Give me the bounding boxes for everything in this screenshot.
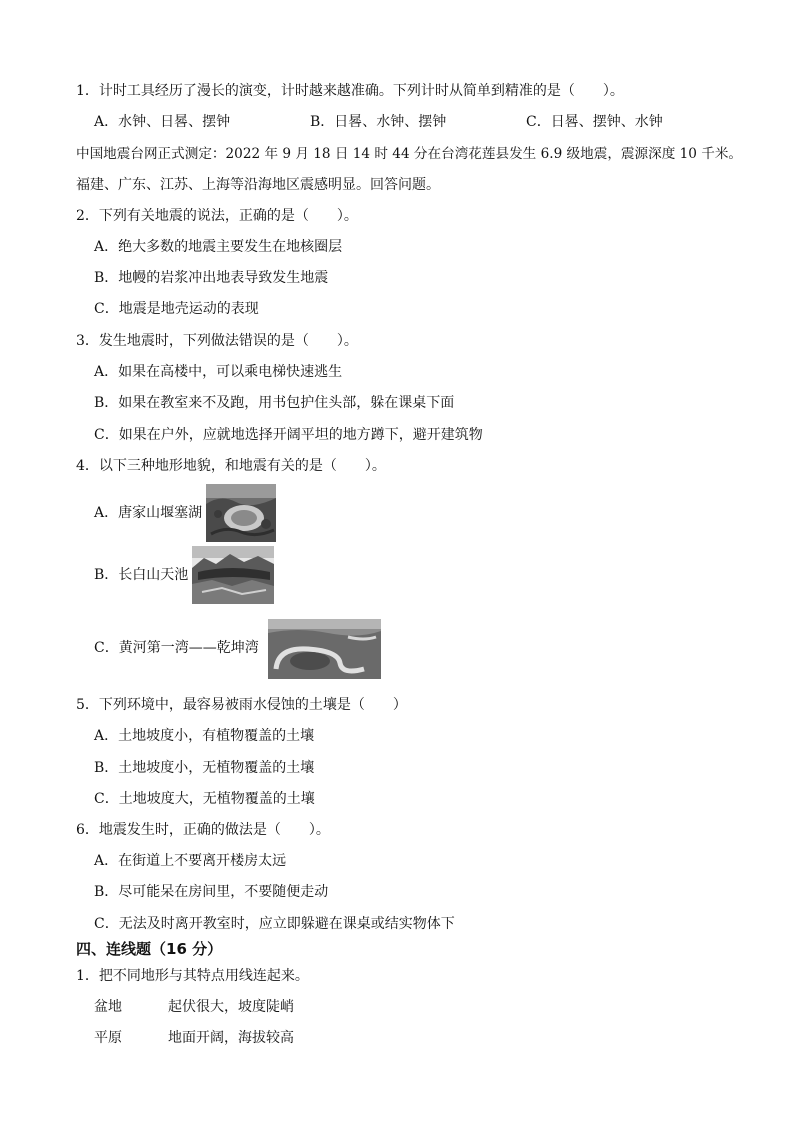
q6-option-c: C．无法及时离开教室时，应立即躲避在课桌或结实物体下 — [94, 916, 455, 932]
q2-option-b: B．地幔的岩浆冲出地表导致发生地震 — [94, 270, 329, 286]
q4-stem: 4．以下三种地形地貌，和地震有关的是（ ）。 — [76, 458, 386, 474]
q2-option-c: C．地震是地壳运动的表现 — [94, 301, 259, 317]
q1-option-a: A．水钟、日晷、摆钟 — [94, 114, 231, 130]
q3-stem: 3．发生地震时，下列做法错误的是（ ）。 — [76, 333, 358, 349]
passage-line-1: 中国地震台网正式测定：2022 年 9 月 18 日 14 时 44 分在台湾花莲县发生 6.9 级地震，震源深度 10 千米。 — [76, 146, 743, 162]
q5-option-c: C．土地坡度大，无植物覆盖的土壤 — [94, 791, 315, 807]
q4-option-c: C．黄河第一湾——乾坤湾 — [94, 640, 259, 656]
q3-option-b: B．如果在教室来不及跑，用书包护住头部，躲在课桌下面 — [94, 395, 455, 411]
match-term-1: 盆地 — [94, 999, 122, 1015]
q2-option-a: A．绝大多数的地震主要发生在地核圈层 — [94, 239, 343, 255]
section-4-q1-stem: 1．把不同地形与其特点用线连起来。 — [76, 968, 309, 984]
match-term-2: 平原 — [94, 1030, 122, 1046]
q6-stem: 6．地震发生时，正确的做法是（ ）。 — [76, 822, 330, 838]
q2-stem: 2．下列有关地震的说法，正确的是（ ）。 — [76, 208, 358, 224]
q3-option-a: A．如果在高楼中，可以乘电梯快速逃生 — [94, 364, 343, 380]
q3-option-c: C．如果在户外，应就地选择开阔平坦的地方蹲下，避开建筑物 — [94, 427, 483, 443]
q5-option-b: B．土地坡度小，无植物覆盖的土壤 — [94, 760, 315, 776]
q5-stem: 5．下列环境中，最容易被雨水侵蚀的土壤是（ ） — [76, 697, 407, 713]
crater-lake-photo — [192, 546, 274, 604]
q1-option-b: B．日晷、水钟、摆钟 — [310, 114, 447, 130]
q1-stem: 1．计时工具经历了漫长的演变，计时越来越准确。下列计时从简单到精准的是（ ）。 — [76, 83, 624, 99]
q5-option-a: A．土地坡度小，有植物覆盖的土壤 — [94, 728, 315, 744]
q4-option-b: B．长白山天池 — [94, 567, 189, 583]
barrier-lake-photo — [206, 484, 276, 542]
q6-option-a: A．在街道上不要离开楼房太远 — [94, 853, 287, 869]
river-bend-photo — [268, 619, 381, 679]
passage-line-2: 福建、广东、江苏、上海等沿海地区震感明显。回答问题。 — [76, 177, 440, 193]
q1-option-c: C．日晷、摆钟、水钟 — [526, 114, 663, 130]
q4-option-a: A．唐家山堰塞湖 — [94, 505, 203, 521]
section-4-title: 四、连线题（16 分） — [76, 940, 223, 958]
match-desc-1: 起伏很大，坡度陡峭 — [168, 999, 294, 1015]
match-desc-2: 地面开阔，海拔较高 — [168, 1030, 294, 1046]
q6-option-b: B．尽可能呆在房间里，不要随便走动 — [94, 884, 329, 900]
